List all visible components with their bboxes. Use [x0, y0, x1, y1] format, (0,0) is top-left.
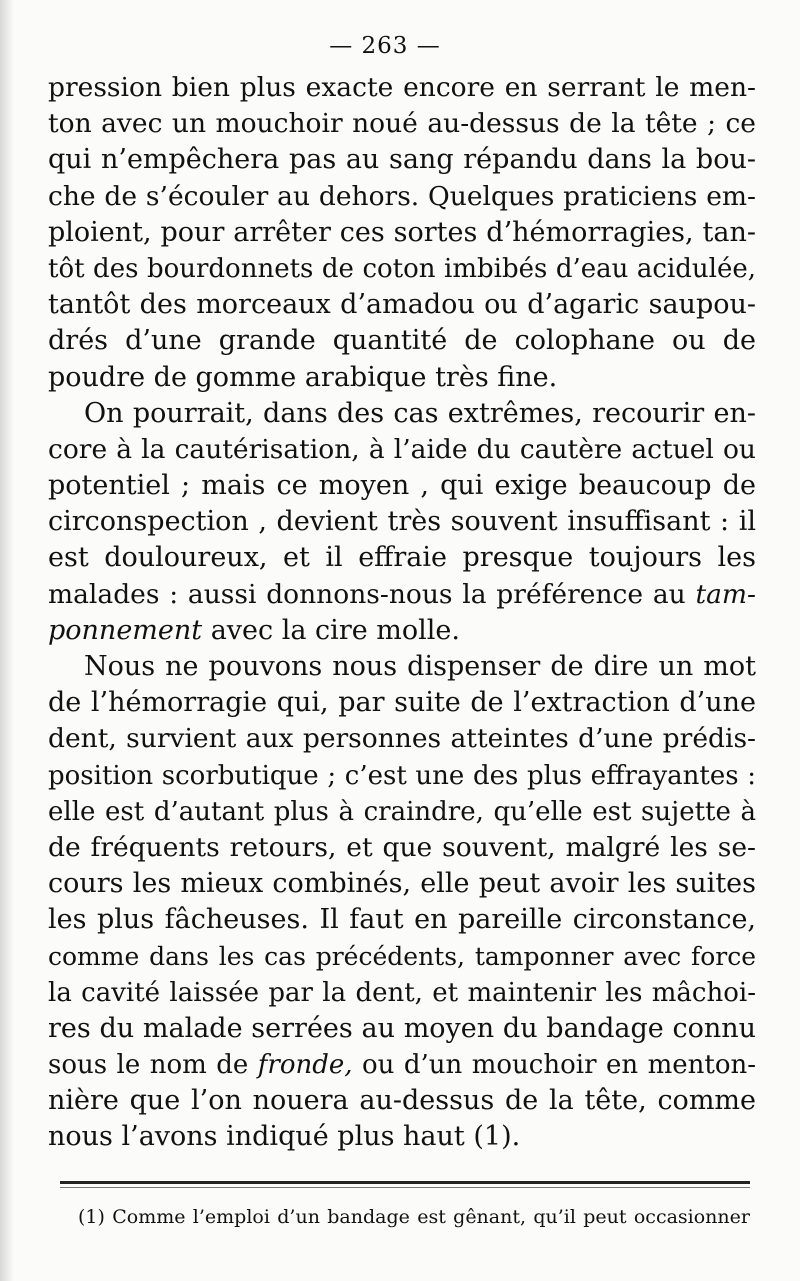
body-text — [48, 70, 756, 1156]
footnote: (1) Comme l’emploi d’un bandage est gênant, qu’il peut occasionner — [78, 1206, 750, 1228]
text-line: On pourrait, dans des cas extrêmes, recourir en- — [84, 397, 756, 429]
text-line: les plus fâcheuses. Il faut en pareille circonstance, — [48, 904, 756, 936]
line-segment: malades : aussi donnons-nous la préférence au — [48, 578, 686, 610]
text-line: cours les mieux combinés, elle peut avoir les suites — [48, 868, 756, 900]
footnote-rule — [60, 1181, 750, 1184]
line-segment: ou d’un mouchoir en menton- — [352, 1050, 756, 1081]
text-line: ploient, pour arrêter ces sortes d’hémorragies, tan- — [48, 216, 756, 248]
text-line: qui n’empêchera pas au sang répandu dans la bou- — [48, 144, 756, 176]
text-line: res du malade serrées au moyen du bandage connu — [48, 1012, 756, 1044]
text-line: Nous ne pouvons nous dispenser de dire un mot — [84, 651, 756, 682]
text-line: comme dans les cas précédents, tamponner avec force — [48, 941, 756, 971]
page-number: — 263 — — [329, 33, 441, 59]
text-line: tôt des bourdonnets de coton imbibés d’eau acidulée, — [48, 253, 756, 284]
text-line — [48, 613, 756, 649]
text-line — [48, 577, 756, 613]
footnote-rule-thin — [60, 1187, 750, 1188]
text-line: tantôt des morceaux d’amadou ou d’agaric saupou- — [48, 289, 756, 321]
text-line: che de s’écouler au dehors. Quelques praticiens em- — [48, 180, 756, 212]
text-line: potentiel ; mais ce moyen , qui exige beaucoup de — [48, 470, 756, 502]
text-line: de fréquents retours, et que souvent, malgré les se- — [48, 831, 756, 863]
text-line: la cavité laissée par la dent, et maintenir les mâchoi- — [48, 977, 756, 1008]
text-line: nous l’avons indiqué plus haut (1). — [48, 1121, 521, 1153]
text-line: circonspection , devient très souvent insuffisant : il — [48, 506, 756, 538]
gutter-shadow — [0, 0, 14, 1281]
text-line — [48, 1047, 756, 1083]
line-segment: sous le nom de — [48, 1050, 249, 1081]
text-line: drés d’une grande quantité de colophane ou de — [48, 325, 756, 357]
italic-word: tam- — [695, 578, 756, 610]
line-segment: avec la cire molle. — [202, 614, 460, 646]
text-line: core à la cautérisation, à l’aide du cautère actuel ou — [48, 433, 756, 465]
text-line: de l’hémorragie qui, par suite de l’extraction d’une — [48, 687, 756, 719]
text-line: poudre de gomme arabique très fine. — [48, 361, 558, 393]
italic-word: ponnement — [48, 614, 203, 646]
text-line: ton avec un mouchoir noué au-dessus de la tête ; ce — [48, 108, 756, 140]
text-line: nière que l’on nouera au-dessus de la tête, comme — [48, 1085, 756, 1117]
italic-word: fronde, — [257, 1050, 353, 1081]
text-line: est douloureux, et il effraie presque toujours les — [48, 542, 756, 574]
text-line: pression bien plus exacte encore en serrant le men- — [48, 72, 756, 103]
text-line: dent, survient aux personnes atteintes d’une prédis- — [48, 723, 756, 755]
text-line: position scorbutique ; c’est une des plus effrayantes : — [48, 760, 756, 791]
text-line: elle est d’autant plus à craindre, qu’elle est sujette à — [48, 796, 756, 827]
